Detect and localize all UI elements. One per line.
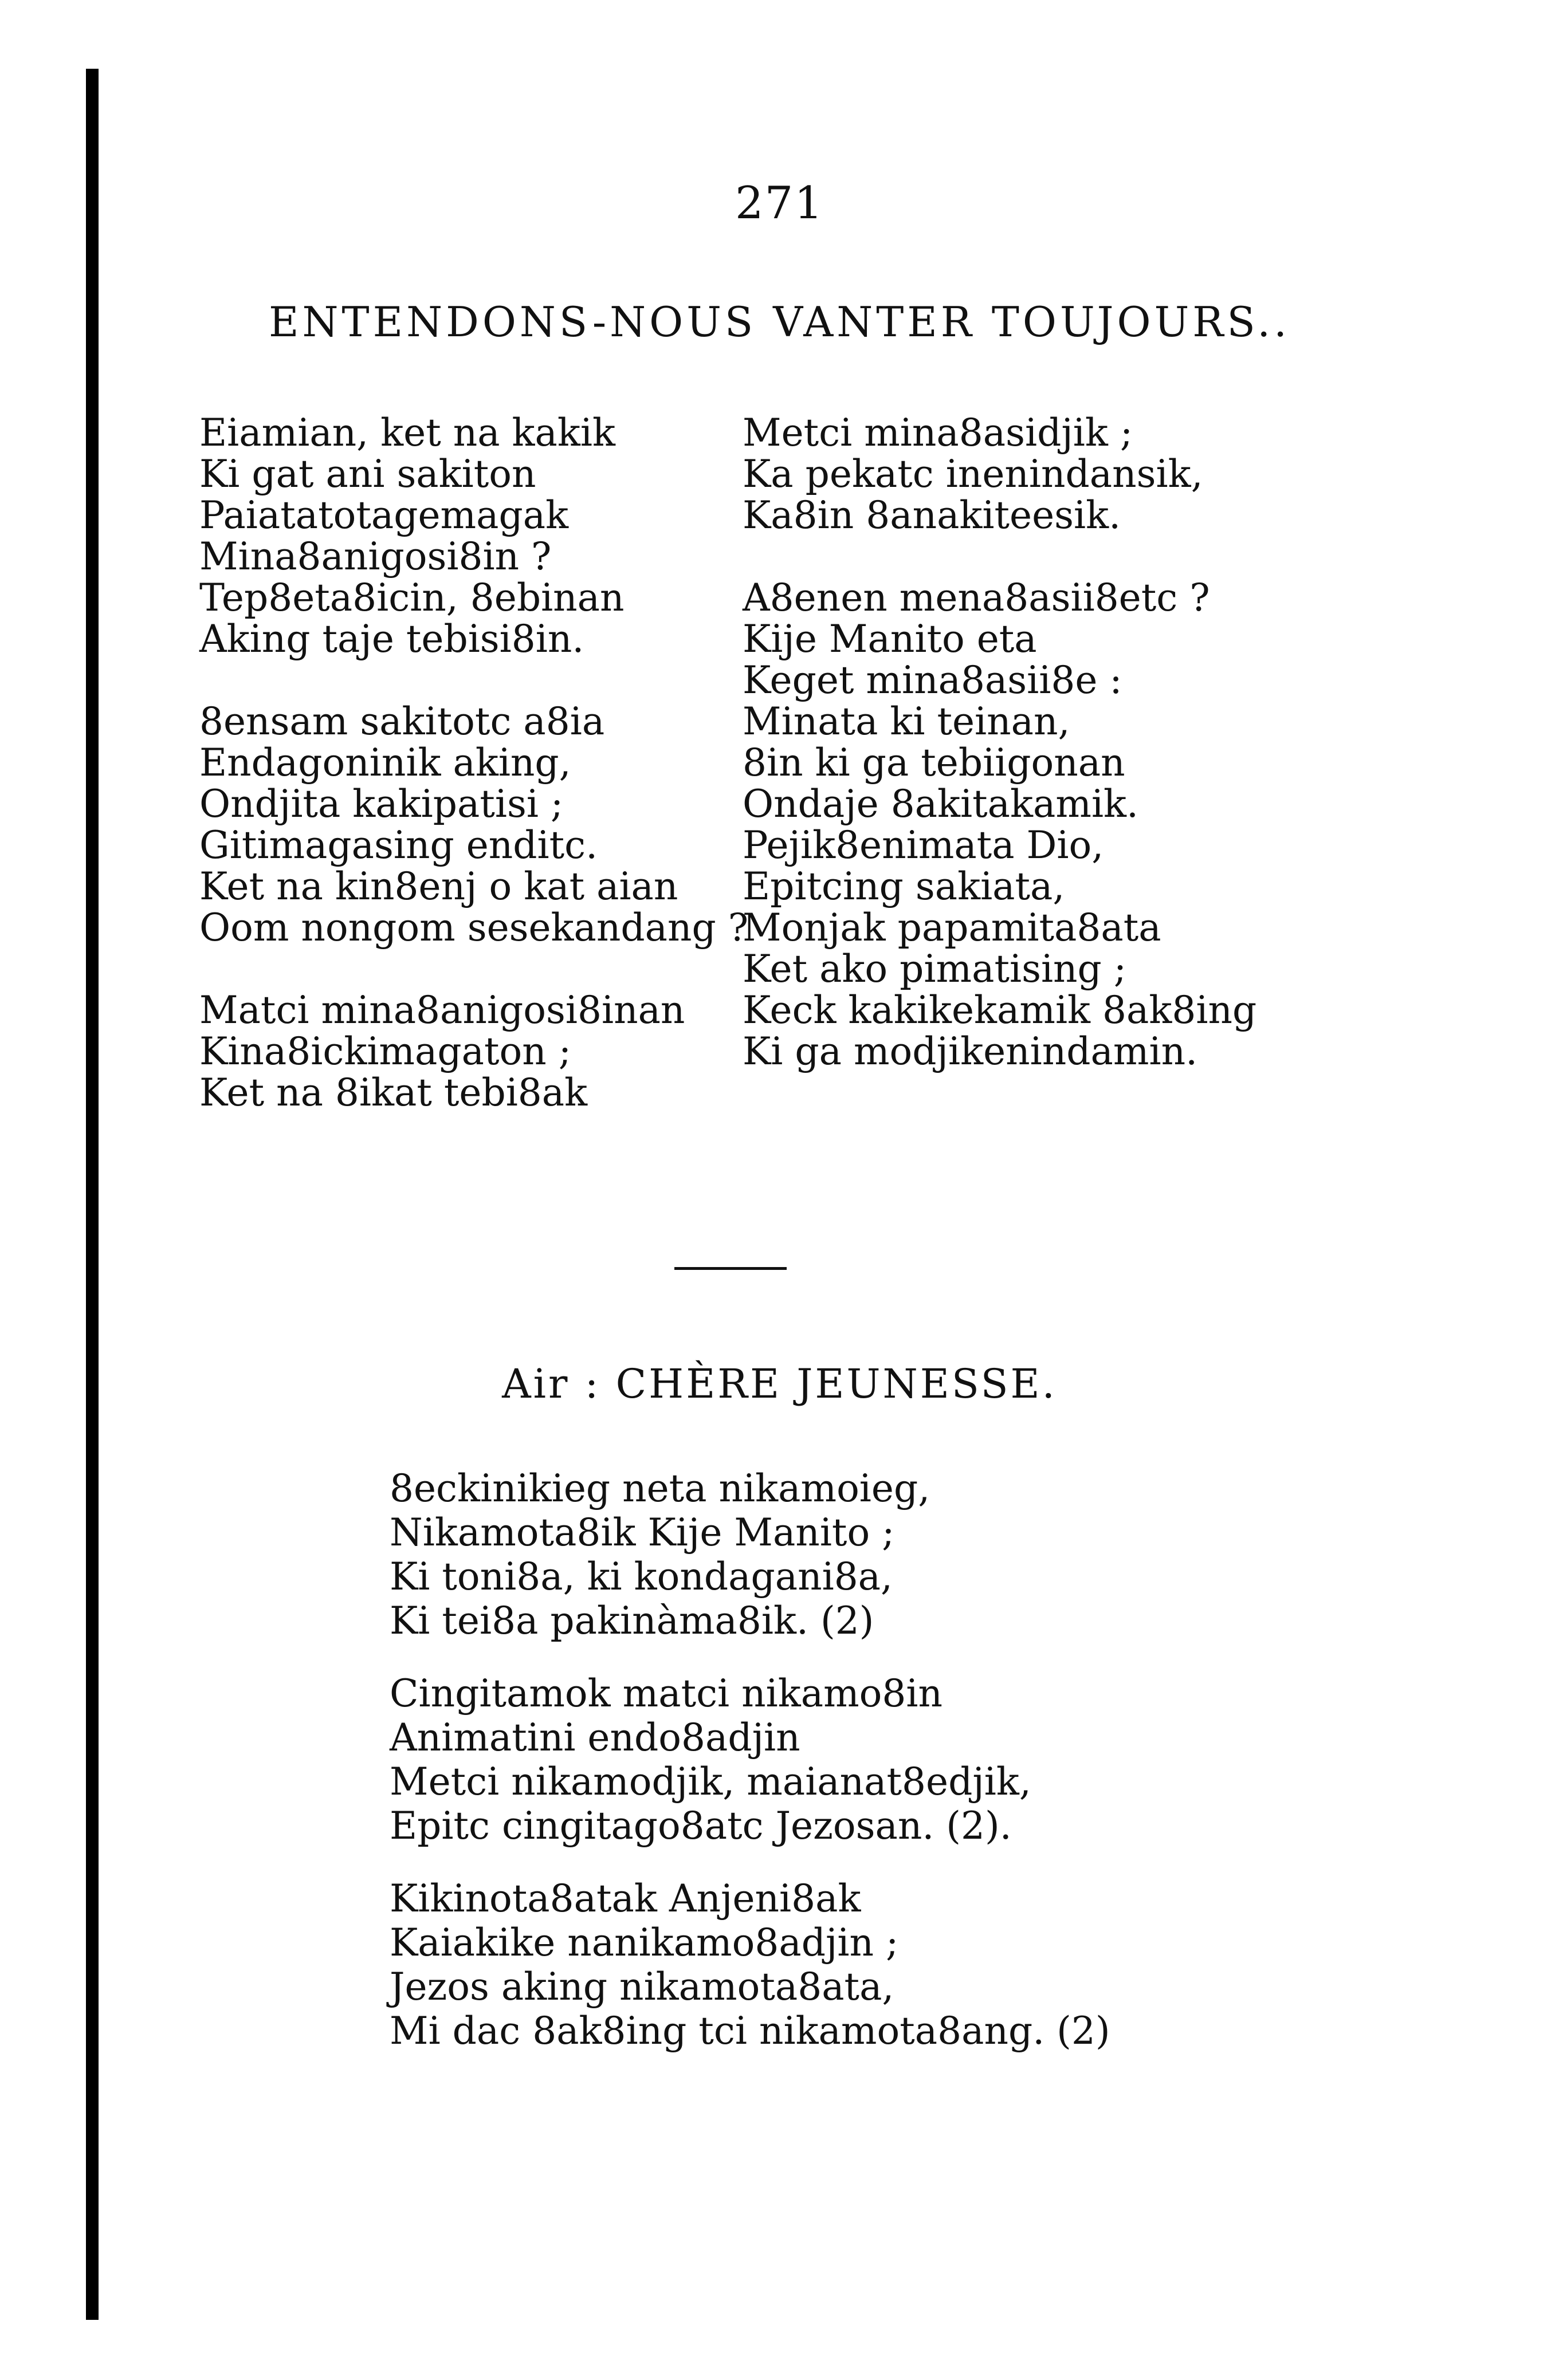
verse-line: Keck kakikekamik 8ak8ing — [743, 988, 1257, 1032]
left-column — [199, 411, 749, 1115]
verse-line: Ket na kin8enj o kat aian — [199, 864, 678, 908]
verse-line: Epitcing sakiata, — [743, 864, 1065, 908]
verse-line: Metci nikamodjik, maianat8edjik, — [390, 1760, 1031, 1804]
verse-line: Gitimagasing enditc. — [199, 823, 598, 867]
stanza — [743, 412, 1315, 536]
verse-line: 8eckinikieg neta nikamoieg, — [390, 1466, 930, 1510]
verse-line: A8enen mena8asii8etc ? — [743, 576, 1210, 620]
verse-line: Ki ga modjikenindamin. — [743, 1029, 1198, 1073]
verse-line: Aking taje tebisi8in. — [199, 617, 584, 661]
song-title: ENTENDONS-NOUS VANTER TOUJOURS.. — [269, 298, 1290, 346]
verse-line: Epitc cingitago8atc Jezosan. (2). — [390, 1804, 1012, 1848]
verse-line: Kikinota8atak Anjeni8ak — [390, 1877, 861, 1921]
verse-line: Pejik8enimata Dio, — [743, 823, 1104, 867]
verse-line: Ki tei8a pakinàma8ik. (2) — [390, 1599, 874, 1643]
stanza — [390, 1671, 1364, 1848]
verse-line: Cingitamok matci nikamo8in — [390, 1671, 943, 1716]
verse-line: Ondaje 8akitakamik. — [743, 782, 1139, 826]
verse-line: Eiamian, ket na kakik — [199, 411, 615, 455]
verse-line: Endagoninik aking, — [199, 741, 571, 785]
verse-line: Ket ako pimatising ; — [743, 947, 1127, 991]
air-title: Air : CHÈRE JEUNESSE. — [502, 1360, 1057, 1407]
verse-line: 8ensam sakitotc a8ia — [199, 699, 605, 743]
stanza — [390, 1466, 1364, 1643]
verse-line: Ka8in 8anakiteesik. — [743, 493, 1121, 537]
song-body — [390, 1466, 1364, 2053]
stanza — [199, 699, 749, 950]
verse-line: Metci mina8asidjik ; — [743, 411, 1133, 455]
stanza — [390, 1877, 1364, 2053]
verse-line: Ket na 8ikat tebi8ak — [199, 1071, 588, 1115]
page-edge-rule — [86, 69, 99, 2320]
stanza — [743, 577, 1315, 1072]
right-column — [743, 412, 1315, 1072]
verse-line: Kije Manito eta — [743, 617, 1037, 661]
verse-line: Mi dac 8ak8ing tci nikamota8ang. (2) — [390, 2009, 1110, 2053]
verse-line: Matci mina8anigosi8inan — [199, 988, 685, 1032]
stanza — [199, 412, 727, 660]
verse-line: Ki gat ani sakiton — [199, 452, 536, 496]
verse-line: Nikamota8ik Kije Manito ; — [390, 1510, 895, 1555]
verse-line: Animatini endo8adjin — [390, 1716, 800, 1760]
verse-line: Keget mina8asii8e : — [743, 658, 1122, 702]
stanza — [199, 990, 727, 1114]
verse-line: Ondjita kakipatisi ; — [199, 782, 564, 826]
verse-line: Ka pekatc inenindansik, — [743, 452, 1203, 496]
verse-line: Oom nongom sesekandang ? — [199, 906, 749, 950]
page-number: 271 — [735, 178, 824, 229]
section-divider — [674, 1267, 787, 1270]
verse-line: Minata ki teinan, — [743, 699, 1070, 743]
verse-line: Jezos aking nikamota8ata, — [390, 1965, 894, 2009]
verse-line: Mina8anigosi8in ? — [199, 534, 552, 579]
verse-line: Ki toni8a, ki kondagani8a, — [390, 1555, 893, 1599]
verse-line: Kina8ickimagaton ; — [199, 1029, 571, 1073]
verse-line: 8in ki ga tebiigonan — [743, 741, 1125, 785]
verse-line: Paiatatotagemagak — [199, 493, 569, 537]
verse-line: Tep8eta8icin, 8ebinan — [199, 576, 625, 620]
verse-line: Monjak papamita8ata — [743, 906, 1161, 950]
verse-line: Kaiakike nanikamo8adjin ; — [390, 1921, 899, 1965]
